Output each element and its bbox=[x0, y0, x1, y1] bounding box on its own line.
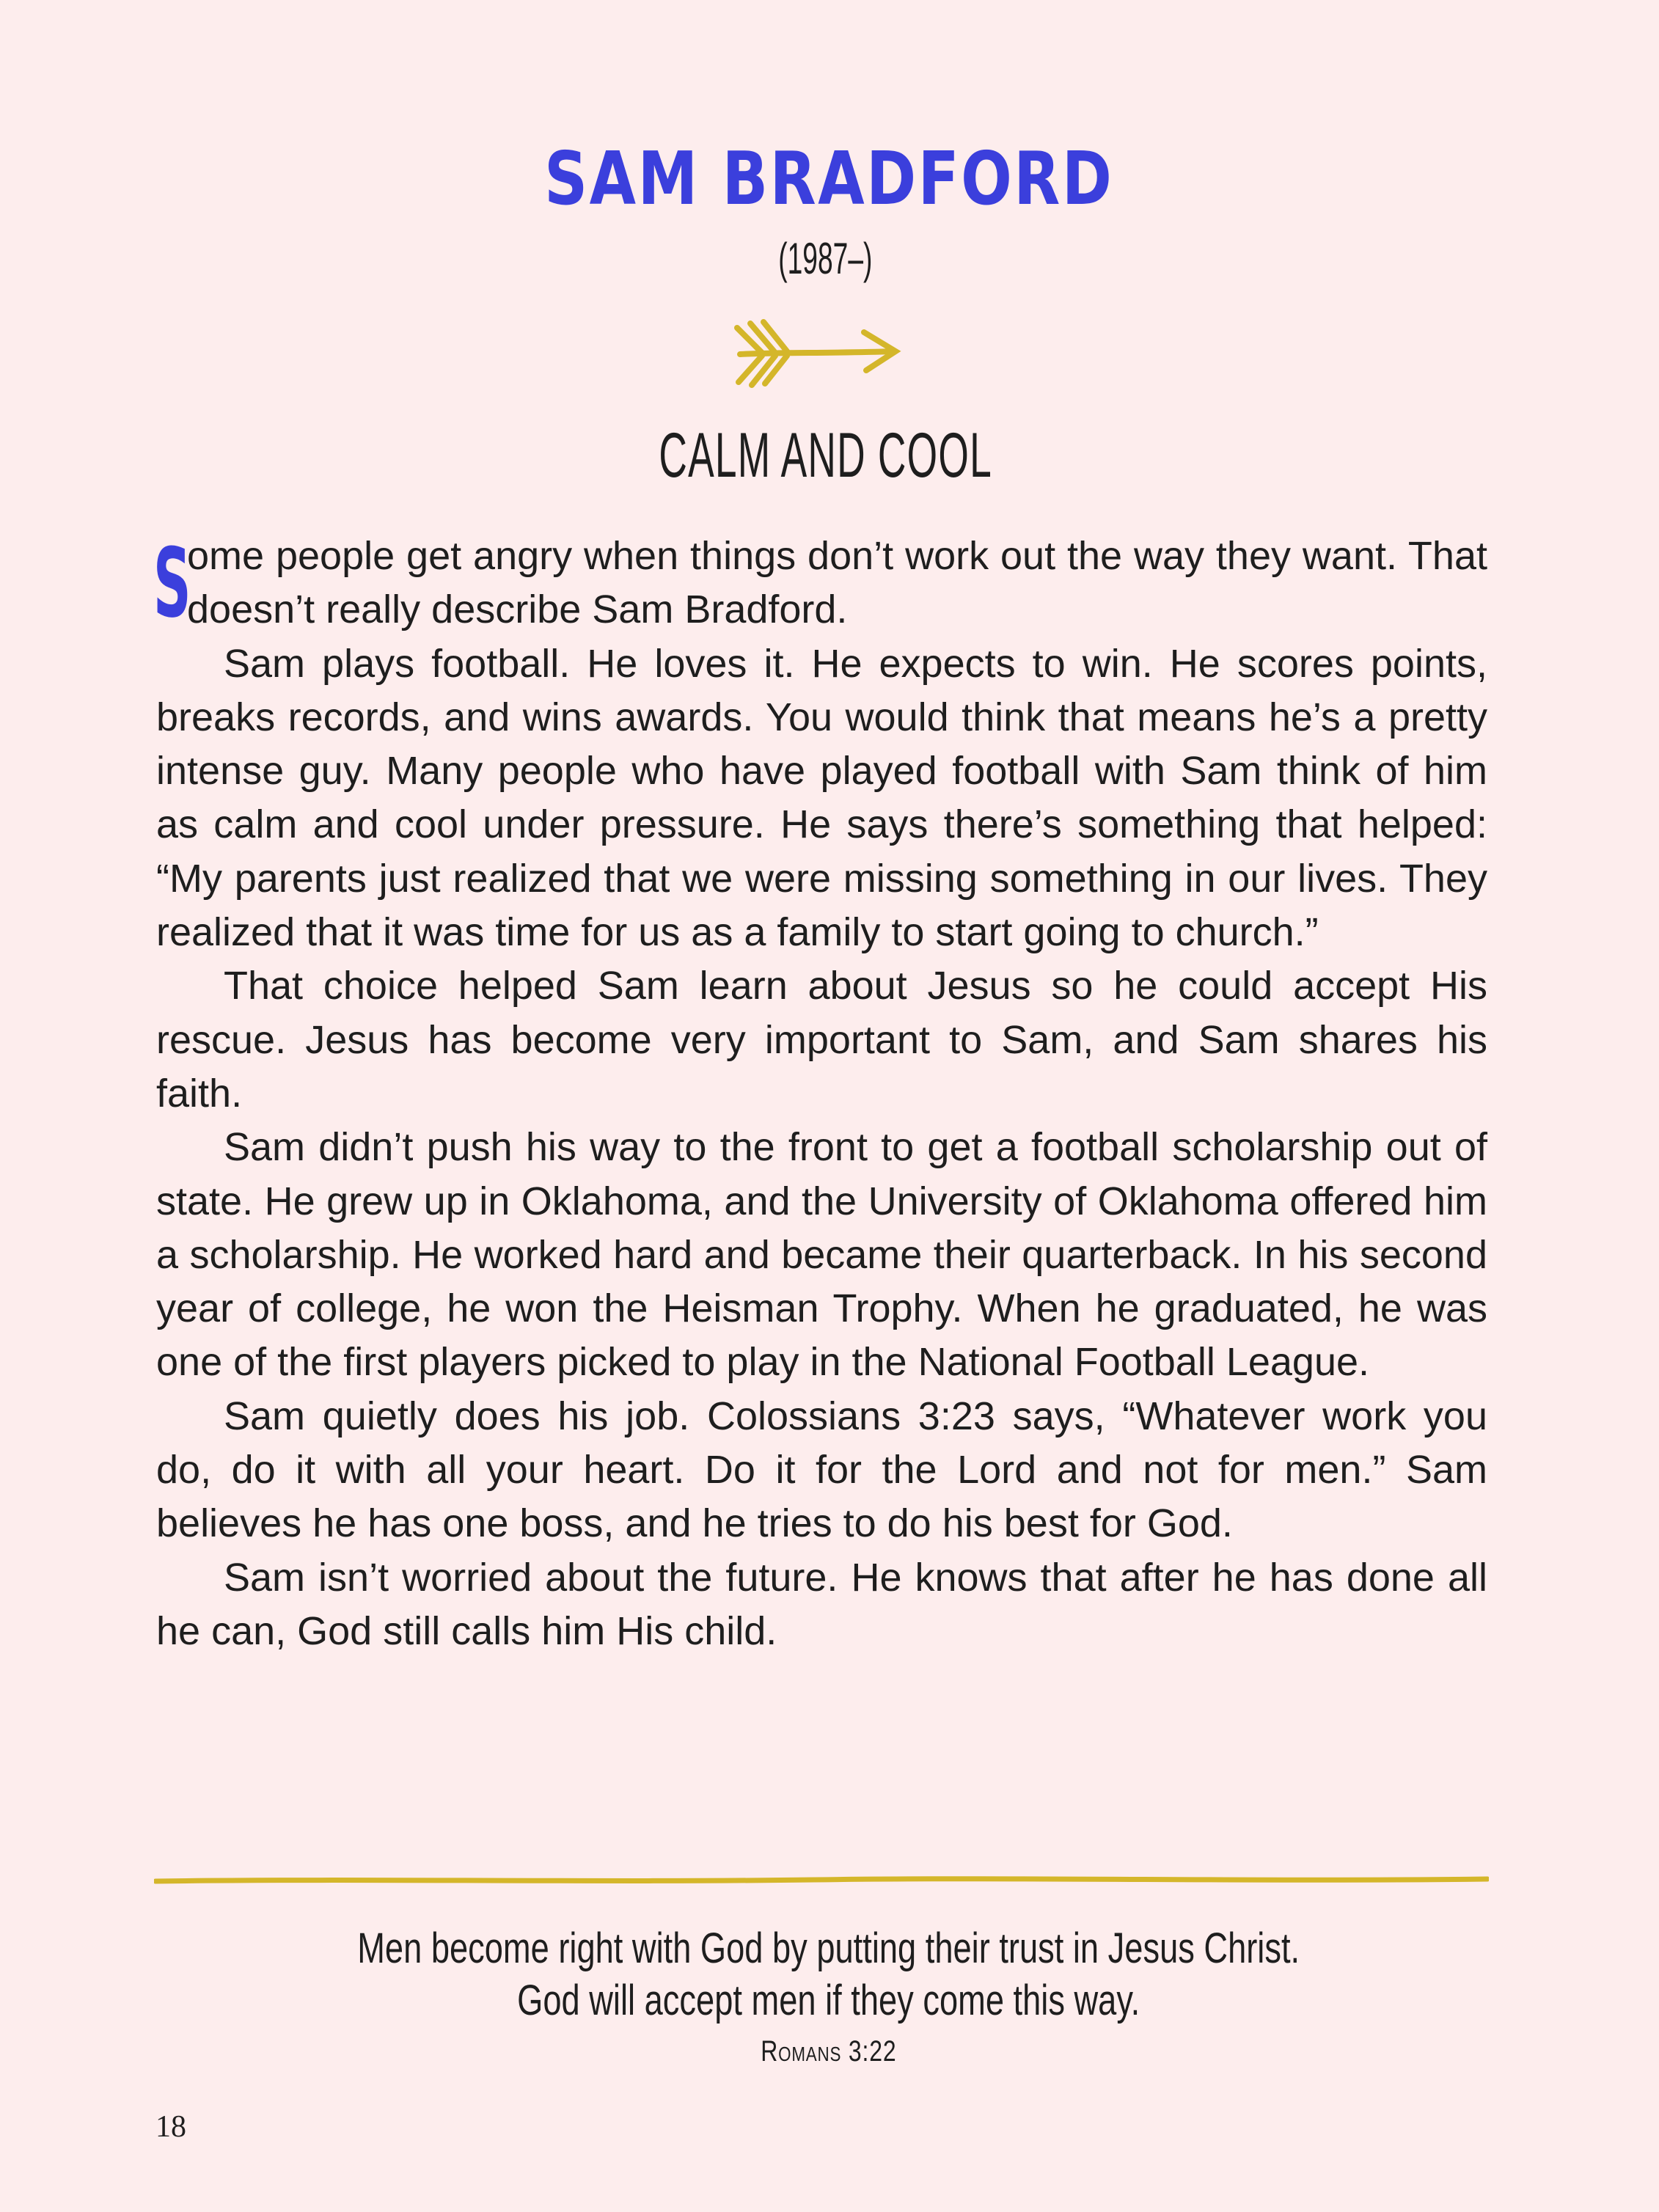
scripture-reference bbox=[165, 2035, 1493, 2068]
scripture-quote bbox=[182, 1922, 1476, 2026]
reference-text: Romans 3:22 bbox=[761, 2035, 897, 2068]
paragraph bbox=[153, 527, 1487, 639]
paragraph: Sam quietly does his job. Colossians 3:23 says, “Whatever work you do, do it with all your heart. Do it for the Lord and not for men.” Sam believes he has one boss, and he tries to do his best for God. bbox=[156, 1394, 1487, 1546]
quote-line: God will accept men if they come this way. bbox=[517, 1977, 1140, 2024]
drop-cap: S bbox=[153, 527, 191, 639]
chapter-subtitle: CALM AND COOL bbox=[659, 420, 992, 491]
paragraph: That choice helped Sam learn about Jesus so he could accept His rescue. Jesus has become very important to Sam, and Sam shares his faith. bbox=[156, 964, 1487, 1116]
paragraph-text: ome people get angry when things don’t work out the way they want. That doesn’t really describe Sam Bradford. bbox=[187, 534, 1487, 632]
paragraph: Sam didn’t push his way to the front to get a football scholarship out of state. He grew up in Oklahoma, and the University of Oklahoma offered him a scholarship. He worked hard and became their quarterback. In his second year of college, he won the Heisman Trophy. When he graduated, he was one of the first players picked to play in the National Football League. bbox=[156, 1125, 1487, 1385]
divider-rule bbox=[154, 1872, 1489, 1889]
paragraph: Sam plays football. He loves it. He expects to win. He scores points, breaks records, and wins awards. You would think that means he’s a pretty intense guy. Many people who have played football with Sam think of him as calm and cool under pressure. He says there’s something that helped: “My parents just realized that we were missing something in our lives. They realized that it was time for us as a family to start going to church.” bbox=[156, 641, 1487, 955]
page-title: SAM BRADFORD bbox=[544, 136, 1114, 221]
page-number: 18 bbox=[155, 2110, 186, 2144]
body-text bbox=[153, 527, 1487, 1658]
quote-line: Men become right with God by putting their trust in Jesus Christ. bbox=[357, 1924, 1300, 1972]
arrow-icon bbox=[730, 312, 906, 392]
lifespan-years: (1987–) bbox=[778, 234, 873, 283]
paragraph: Sam isn’t worried about the future. He knows that after he has done all he can, God still calls him His child. bbox=[156, 1555, 1487, 1653]
